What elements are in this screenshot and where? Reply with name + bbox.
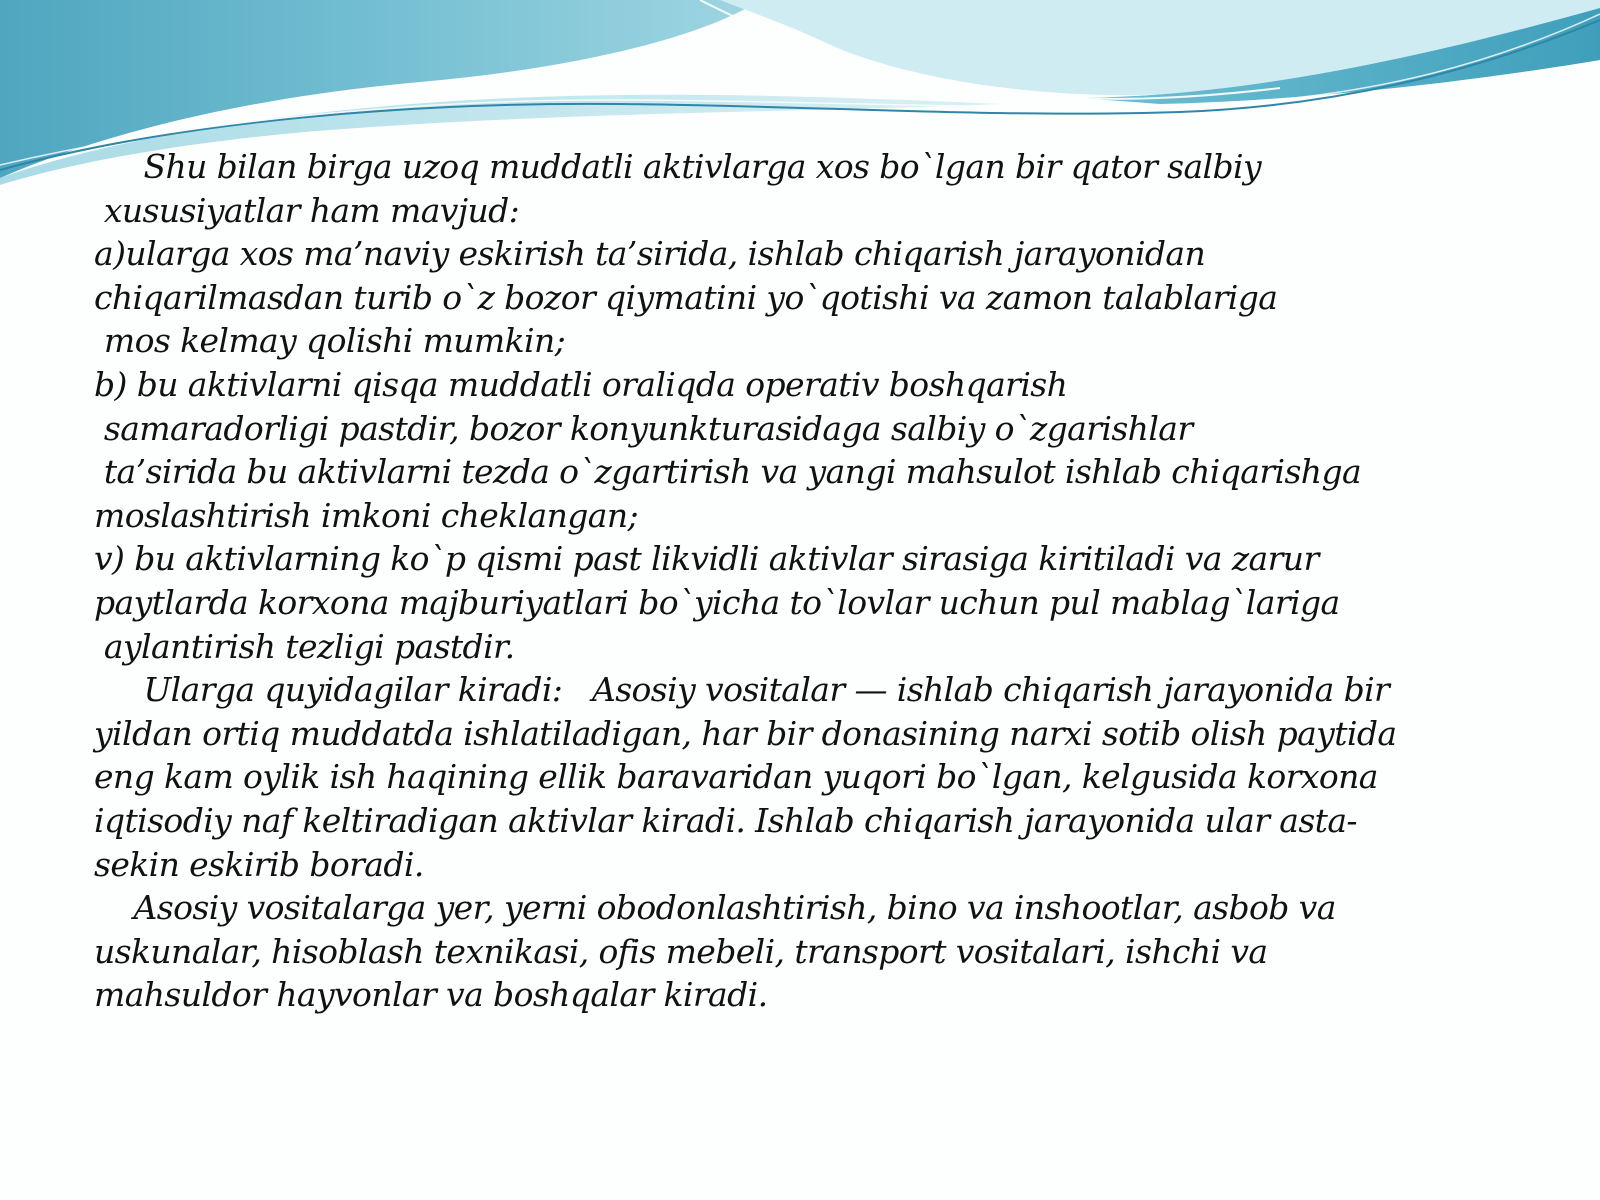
text-line: ta’sirida bu aktivlarni tezda o`zgartirish va yangi mahsulot ishlab chiqarishga <box>94 452 1362 492</box>
text-line: yildan ortiq muddatda ishlatiladigan, har bir donasining narxi sotib olish paytida <box>94 713 1397 753</box>
text-line: mahsuldor hayvonlar va boshqalar kiradi. <box>94 975 768 1015</box>
text-line: paytlarda korxona majburiyatlari bo`yicha to`lovlar uchun pul mablag`lariga <box>94 582 1340 622</box>
body-text <box>94 145 1554 1017</box>
text-line: b) bu aktivlarni qisqa muddatli oraliqda operativ boshqarish <box>94 364 1068 404</box>
text-line: sekin eskirib boradi. <box>94 844 424 884</box>
text-line: Ularga quyidagilar kiradi: Asosiy vositalar — ishlab chiqarish jarayonida bir <box>94 670 1390 710</box>
text-line: chiqarilmasdan turib o`z bozor qiymatini yo`qotishi va zamon talablariga <box>94 277 1278 317</box>
text-line: moslashtirish imkoni cheklangan; <box>94 495 639 535</box>
text-line: Shu bilan birga uzoq muddatli aktivlarga xos bo`lgan bir qator salbiy <box>94 147 1262 186</box>
text-line: Asosiy vositalarga yer, yerni obodonlashtirish, bino va inshootlar, asbob va <box>94 888 1336 928</box>
text-line: a)ularga xos ma’naviy eskirish ta’sirida, ishlab chiqarish jarayonidan <box>94 234 1206 274</box>
text-line: v) bu aktivlarning ko`p qismi past likvidli aktivlar sirasiga kiritiladi va zarur <box>94 539 1319 579</box>
text-line: aylantirish tezligi pastdir. <box>94 626 515 666</box>
text-line: samaradorligi pastdir, bozor konyunkturasidaga salbiy o`zgarishlar <box>94 408 1193 448</box>
text-line: uskunalar, hisoblash texnikasi, ofis mebeli, transport vositalari, ishchi va <box>94 931 1268 971</box>
text-line: iqtisodiy naf keltiradigan aktivlar kiradi. Ishlab chiqarish jarayonida ular asta- <box>94 800 1357 840</box>
text-line: eng kam oylik ish haqining ellik baravaridan yuqori bo`lgan, kelgusida korxona <box>94 757 1378 797</box>
text-line: mos kelmay qolishi mumkin; <box>94 321 566 361</box>
text-line: xususiyatlar ham mavjud: <box>94 190 520 230</box>
